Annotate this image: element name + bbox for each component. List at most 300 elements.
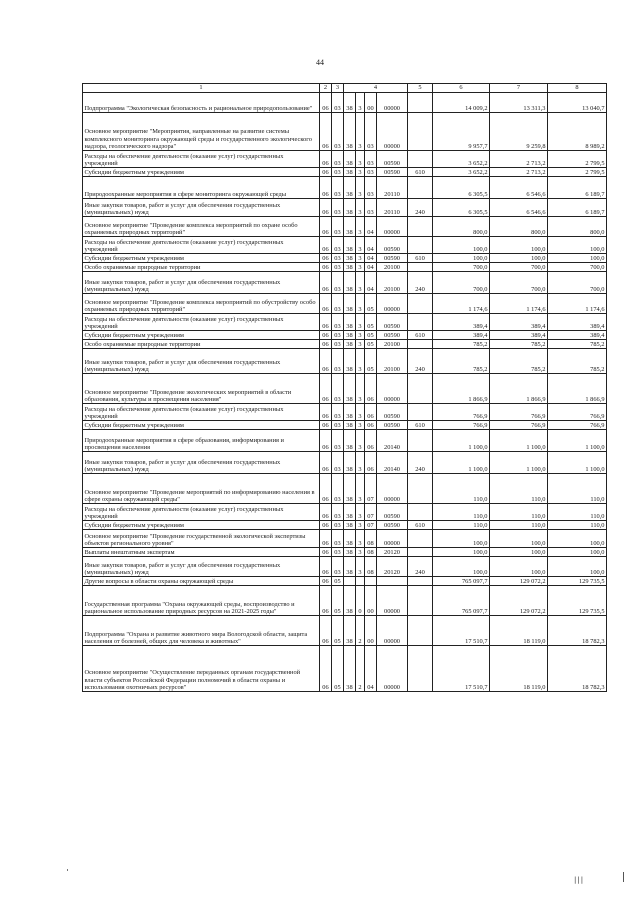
amount-year3-cell: 8 989,2 [548,113,607,151]
amount-year2-cell: 18 119,0 [490,616,548,646]
footer-mark: ||| [574,876,585,884]
target-code-part-cell: 38 [344,263,356,272]
section-code-cell: 06 [320,217,332,237]
expense-type-cell [408,237,433,254]
target-code-part-cell: 3 [356,331,365,340]
table-header [83,84,607,93]
target-code-part-cell: 00590 [377,504,408,521]
target-code-part-cell: 05 [365,349,377,374]
expense-type-cell [408,294,433,314]
target-code-part-cell: 38 [344,113,356,151]
target-code-part-cell: 20100 [377,349,408,374]
section-code-cell: 06 [320,254,332,263]
target-code-part-cell: 3 [356,452,365,474]
subsection-code-cell: 05 [332,616,344,646]
target-code-part-cell: 00000 [377,374,408,404]
amount-year2-cell: 1 174,6 [490,294,548,314]
table-row [83,254,607,263]
table-row [83,430,607,452]
target-code-part-cell: 20140 [377,452,408,474]
table-row [83,586,607,616]
target-code-part-cell: 07 [365,474,377,504]
target-code-part-cell: 3 [356,557,365,577]
table-row [83,217,607,237]
subsection-code-cell: 03 [332,177,344,199]
row-name-cell: Расходы на обеспечение деятельности (оказание услуг) государственных учреждений [83,314,320,331]
expense-type-cell [408,548,433,557]
target-code-part-cell: 38 [344,586,356,616]
section-code-cell: 06 [320,430,332,452]
table-row [83,646,607,692]
row-name-cell: Основное мероприятие "Проведение государственной экологической экспертизы объектов регионального уровня" [83,530,320,548]
target-code-part-cell: 00590 [377,314,408,331]
amount-year3-cell: 785,2 [548,349,607,374]
target-code-part-cell: 20100 [377,340,408,349]
target-code-part-cell: 00590 [377,421,408,430]
target-code-part-cell: 38 [344,616,356,646]
amount-year2-cell: 1 100,0 [490,452,548,474]
target-code-part-cell: 3 [356,314,365,331]
target-code-part-cell: 38 [344,349,356,374]
target-code-part-cell: 38 [344,421,356,430]
target-code-part-cell: 03 [365,168,377,177]
table-row [83,331,607,340]
target-code-part-cell: 00590 [377,254,408,263]
row-name-cell: Субсидии бюджетным учреждениям [83,421,320,430]
target-code-part-cell: 20100 [377,272,408,294]
section-code-cell: 06 [320,113,332,151]
amount-year3-cell: 766,9 [548,404,607,421]
subsection-code-cell: 03 [332,217,344,237]
amount-year3-cell: 766,9 [548,421,607,430]
section-code-cell: 06 [320,272,332,294]
section-code-cell: 06 [320,349,332,374]
section-code-cell: 06 [320,93,332,113]
target-code-part-cell: 38 [344,93,356,113]
amount-year1-cell: 785,2 [433,340,490,349]
subsection-code-cell: 03 [332,272,344,294]
row-name-cell: Основное мероприятие "Проведение экологических мероприятий в области образования, культуры и просвещения населения" [83,374,320,404]
amount-year3-cell: 110,0 [548,474,607,504]
amount-year2-cell: 6 546,6 [490,177,548,199]
subsection-code-cell: 03 [332,557,344,577]
amount-year2-cell: 6 546,6 [490,199,548,217]
subsection-code-cell: 05 [332,646,344,692]
target-code-part-cell: 3 [356,263,365,272]
target-code-part-cell: 00000 [377,217,408,237]
section-code-cell: 06 [320,331,332,340]
amount-year3-cell: 800,0 [548,217,607,237]
table-row [83,452,607,474]
subsection-code-cell: 03 [332,237,344,254]
amount-year1-cell: 765 097,7 [433,577,490,586]
target-code-part-cell: 38 [344,404,356,421]
target-code-part-cell: 06 [365,421,377,430]
target-code-part-cell: 00000 [377,474,408,504]
target-code-part-cell: 08 [365,530,377,548]
expense-type-cell [408,474,433,504]
amount-year1-cell: 1 866,9 [433,374,490,404]
target-code-part-cell: 00 [365,93,377,113]
row-name-cell: Иные закупки товаров, работ и услуг для обеспечения государственных (муниципальных) нужд [83,557,320,577]
table-row [83,340,607,349]
section-code-cell: 06 [320,294,332,314]
target-code-part-cell: 38 [344,504,356,521]
amount-year3-cell: 100,0 [548,254,607,263]
table-row [83,294,607,314]
table-row [83,548,607,557]
target-code-part-cell: 38 [344,340,356,349]
target-code-part-cell: 04 [365,646,377,692]
subsection-code-cell: 03 [332,151,344,168]
row-name-cell: Иные закупки товаров, работ и услуг для обеспечения государственных (муниципальных) нужд [83,349,320,374]
section-code-cell: 06 [320,616,332,646]
row-name-cell: Иные закупки товаров, работ и услуг для обеспечения государственных (муниципальных) нужд [83,452,320,474]
target-code-part-cell: 3 [356,217,365,237]
amount-year1-cell: 100,0 [433,254,490,263]
table-row [83,113,607,151]
section-code-cell: 06 [320,586,332,616]
target-code-part-cell: 38 [344,474,356,504]
target-code-part-cell: 03 [365,199,377,217]
subsection-code-cell: 03 [332,530,344,548]
subsection-code-cell: 03 [332,294,344,314]
subsection-code-cell: 05 [332,586,344,616]
target-code-part-cell: 38 [344,430,356,452]
table-row [83,272,607,294]
amount-year2-cell: 18 119,0 [490,646,548,692]
amount-year3-cell: 129 735,5 [548,577,607,586]
subsection-code-cell: 03 [332,93,344,113]
section-code-cell: 06 [320,404,332,421]
amount-year2-cell: 700,0 [490,272,548,294]
expense-type-cell [408,314,433,331]
target-code-part-cell: 05 [365,294,377,314]
target-code-part-cell: 38 [344,548,356,557]
target-code-part-cell: 3 [356,430,365,452]
expense-type-cell [408,93,433,113]
target-code-part-cell: 00590 [377,237,408,254]
amount-year3-cell: 6 189,7 [548,177,607,199]
amount-year1-cell: 3 652,2 [433,151,490,168]
target-code-part-cell: 04 [365,217,377,237]
target-code-part-cell: 3 [356,237,365,254]
table-row [83,177,607,199]
target-code-part-cell: 38 [344,272,356,294]
target-code-part-cell: 03 [365,113,377,151]
target-code-part-cell: 20110 [377,199,408,217]
row-name-cell: Основное мероприятие "Осуществление переданных органам государственной власти субъектов Российской Федерации полномочий в области охраны и использования охотничьих ресурсов" [83,646,320,692]
target-code-part-cell: 3 [356,199,365,217]
budget-table [82,83,607,692]
amount-year1-cell: 800,0 [433,217,490,237]
target-code-part-cell: 38 [344,374,356,404]
amount-year1-cell: 100,0 [433,530,490,548]
section-code-cell: 06 [320,548,332,557]
amount-year3-cell: 18 782,3 [548,616,607,646]
subsection-code-cell: 03 [332,548,344,557]
subsection-code-cell: 03 [332,168,344,177]
subsection-code-cell: 03 [332,474,344,504]
target-code-part-cell: 38 [344,331,356,340]
amount-year2-cell: 100,0 [490,237,548,254]
table-row [83,616,607,646]
row-name-cell: Расходы на обеспечение деятельности (оказание услуг) государственных учреждений [83,237,320,254]
target-code-part-cell: 08 [365,548,377,557]
expense-type-cell: 610 [408,421,433,430]
row-name-cell: Субсидии бюджетным учреждениям [83,331,320,340]
row-name-cell: Выплаты внештатным экспертам [83,548,320,557]
section-code-cell: 06 [320,521,332,530]
table-row [83,530,607,548]
expense-type-cell [408,151,433,168]
amount-year2-cell: 110,0 [490,521,548,530]
target-code-part-cell: 00 [365,586,377,616]
amount-year3-cell: 129 735,5 [548,586,607,616]
subsection-code-cell: 03 [332,314,344,331]
target-code-part-cell: 3 [356,177,365,199]
expense-type-cell: 240 [408,557,433,577]
row-name-cell: Расходы на обеспечение деятельности (оказание услуг) государственных учреждений [83,151,320,168]
target-code-part-cell: 06 [365,430,377,452]
amount-year3-cell: 1 100,0 [548,452,607,474]
section-code-cell: 06 [320,557,332,577]
target-code-part-cell: 04 [365,263,377,272]
subsection-code-cell: 03 [332,404,344,421]
amount-year2-cell: 100,0 [490,254,548,263]
target-code-part-cell [344,577,356,586]
column-header: 5 [408,84,433,93]
expense-type-cell [408,374,433,404]
target-code-part-cell: 2 [356,616,365,646]
target-code-part-cell: 20110 [377,177,408,199]
amount-year3-cell: 785,2 [548,340,607,349]
target-code-part-cell: 07 [365,504,377,521]
target-code-part-cell: 38 [344,151,356,168]
row-name-cell: Субсидии бюджетным учреждениям [83,521,320,530]
target-code-part-cell: 38 [344,254,356,263]
section-code-cell: 06 [320,263,332,272]
target-code-part-cell: 00000 [377,93,408,113]
amount-year3-cell: 1 866,9 [548,374,607,404]
target-code-part-cell: 20140 [377,430,408,452]
target-code-part-cell: 0 [356,586,365,616]
expense-type-cell [408,430,433,452]
expense-type-cell [408,217,433,237]
amount-year2-cell: 1 866,9 [490,374,548,404]
expense-type-cell: 610 [408,521,433,530]
table-row [83,421,607,430]
target-code-part-cell: 00590 [377,151,408,168]
amount-year1-cell: 17 510,7 [433,616,490,646]
expense-type-cell [408,504,433,521]
amount-year3-cell: 100,0 [548,237,607,254]
section-code-cell: 06 [320,646,332,692]
amount-year2-cell: 2 713,2 [490,151,548,168]
amount-year1-cell: 100,0 [433,557,490,577]
target-code-part-cell: 3 [356,93,365,113]
target-code-part-cell: 38 [344,294,356,314]
target-code-part-cell: 05 [365,340,377,349]
table-row [83,474,607,504]
table-row [83,237,607,254]
target-code-part-cell [377,577,408,586]
amount-year2-cell: 110,0 [490,504,548,521]
amount-year2-cell: 110,0 [490,474,548,504]
section-code-cell: 06 [320,199,332,217]
amount-year1-cell: 6 305,5 [433,199,490,217]
amount-year1-cell: 110,0 [433,474,490,504]
section-code-cell: 06 [320,577,332,586]
page-number: 44 [316,58,324,67]
subsection-code-cell: 03 [332,421,344,430]
subsection-code-cell: 03 [332,340,344,349]
target-code-part-cell: 3 [356,404,365,421]
table-row [83,504,607,521]
amount-year1-cell: 100,0 [433,548,490,557]
subsection-code-cell: 03 [332,504,344,521]
expense-type-cell [408,404,433,421]
amount-year2-cell: 13 311,3 [490,93,548,113]
row-name-cell: Подпрограмма "Охрана и развитие животного мира Вологодской области, защита населения от болезней, общих для человека и животных" [83,616,320,646]
subsection-code-cell: 03 [332,254,344,263]
amount-year2-cell: 389,4 [490,331,548,340]
subsection-code-cell: 03 [332,521,344,530]
section-code-cell: 06 [320,421,332,430]
amount-year1-cell: 100,0 [433,237,490,254]
table-body [83,93,607,692]
row-name-cell: Субсидии бюджетным учреждениям [83,168,320,177]
amount-year3-cell: 100,0 [548,530,607,548]
target-code-part-cell: 38 [344,168,356,177]
amount-year2-cell: 100,0 [490,548,548,557]
expense-type-cell [408,340,433,349]
amount-year1-cell: 785,2 [433,349,490,374]
target-code-part-cell: 3 [356,474,365,504]
amount-year3-cell: 389,4 [548,331,607,340]
table-row [83,199,607,217]
expense-type-cell: 610 [408,168,433,177]
section-code-cell: 06 [320,374,332,404]
target-code-part-cell: 00000 [377,616,408,646]
section-code-cell: 06 [320,168,332,177]
amount-year1-cell: 6 305,5 [433,177,490,199]
target-code-part-cell: 38 [344,314,356,331]
row-name-cell: Особо охраняемые природные территории [83,340,320,349]
row-name-cell: Расходы на обеспечение деятельности (оказание услуг) государственных учреждений [83,404,320,421]
amount-year3-cell: 13 040,7 [548,93,607,113]
target-code-part-cell: 08 [365,557,377,577]
amount-year1-cell: 17 510,7 [433,646,490,692]
amount-year3-cell: 110,0 [548,521,607,530]
expense-type-cell: 240 [408,452,433,474]
amount-year1-cell: 700,0 [433,263,490,272]
amount-year1-cell: 110,0 [433,521,490,530]
amount-year1-cell: 700,0 [433,272,490,294]
subsection-code-cell: 03 [332,263,344,272]
target-code-part-cell: 3 [356,272,365,294]
target-code-part-cell: 00000 [377,113,408,151]
target-code-part-cell: 3 [356,113,365,151]
amount-year1-cell: 389,4 [433,314,490,331]
column-header: 8 [548,84,607,93]
target-code-part-cell: 06 [365,374,377,404]
target-code-part-cell: 38 [344,557,356,577]
amount-year2-cell: 389,4 [490,314,548,331]
target-code-part-cell: 38 [344,217,356,237]
row-name-cell: Иные закупки товаров, работ и услуг для обеспечения государственных (муниципальных) нужд [83,199,320,217]
expense-type-cell [408,577,433,586]
amount-year2-cell: 100,0 [490,557,548,577]
subsection-code-cell: 03 [332,113,344,151]
expense-type-cell [408,586,433,616]
column-header: 4 [344,84,408,93]
amount-year1-cell: 3 652,2 [433,168,490,177]
amount-year3-cell: 2 799,5 [548,168,607,177]
subsection-code-cell: 03 [332,199,344,217]
table-row [83,168,607,177]
row-name-cell: Природоохранные мероприятия в сфере мониторинга окружающей среды [83,177,320,199]
section-code-cell: 06 [320,474,332,504]
target-code-part-cell: 3 [356,521,365,530]
target-code-part-cell: 20120 [377,557,408,577]
row-name-cell: Субсидии бюджетным учреждениям [83,254,320,263]
target-code-part-cell: 00000 [377,294,408,314]
target-code-part-cell: 3 [356,168,365,177]
target-code-part-cell: 04 [365,237,377,254]
amount-year3-cell: 100,0 [548,548,607,557]
subsection-code-cell: 03 [332,331,344,340]
section-code-cell: 06 [320,237,332,254]
target-code-part-cell: 04 [365,272,377,294]
amount-year2-cell: 100,0 [490,530,548,548]
target-code-part-cell: 3 [356,374,365,404]
target-code-part-cell: 06 [365,404,377,421]
amount-year2-cell: 766,9 [490,421,548,430]
section-code-cell: 06 [320,504,332,521]
row-name-cell: Другие вопросы в области охраны окружающей среды [83,577,320,586]
subsection-code-cell: 03 [332,349,344,374]
target-code-part-cell: 05 [365,331,377,340]
target-code-part-cell: 00000 [377,586,408,616]
target-code-part-cell: 38 [344,199,356,217]
amount-year2-cell: 800,0 [490,217,548,237]
target-code-part-cell: 00000 [377,646,408,692]
subsection-code-cell: 05 [332,577,344,586]
expense-type-cell: 240 [408,272,433,294]
amount-year1-cell: 1 100,0 [433,430,490,452]
amount-year2-cell: 766,9 [490,404,548,421]
amount-year2-cell: 2 713,2 [490,168,548,177]
section-code-cell: 06 [320,314,332,331]
amount-year2-cell: 129 072,2 [490,577,548,586]
expense-type-cell: 610 [408,254,433,263]
target-code-part-cell: 3 [356,340,365,349]
target-code-part-cell: 3 [356,151,365,168]
table-row [83,521,607,530]
amount-year3-cell: 700,0 [548,263,607,272]
target-code-part-cell: 38 [344,452,356,474]
amount-year2-cell: 785,2 [490,340,548,349]
amount-year1-cell: 110,0 [433,504,490,521]
amount-year3-cell: 389,4 [548,314,607,331]
target-code-part-cell: 00590 [377,168,408,177]
row-name-cell: Природоохранные мероприятия в сфере образования, информирования и просвещения населения [83,430,320,452]
target-code-part-cell: 38 [344,237,356,254]
target-code-part-cell: 2 [356,646,365,692]
amount-year1-cell: 766,9 [433,404,490,421]
row-name-cell: Основное мероприятие "Проведение мероприятий по информированию населения в сфере охраны окружающей среды" [83,474,320,504]
